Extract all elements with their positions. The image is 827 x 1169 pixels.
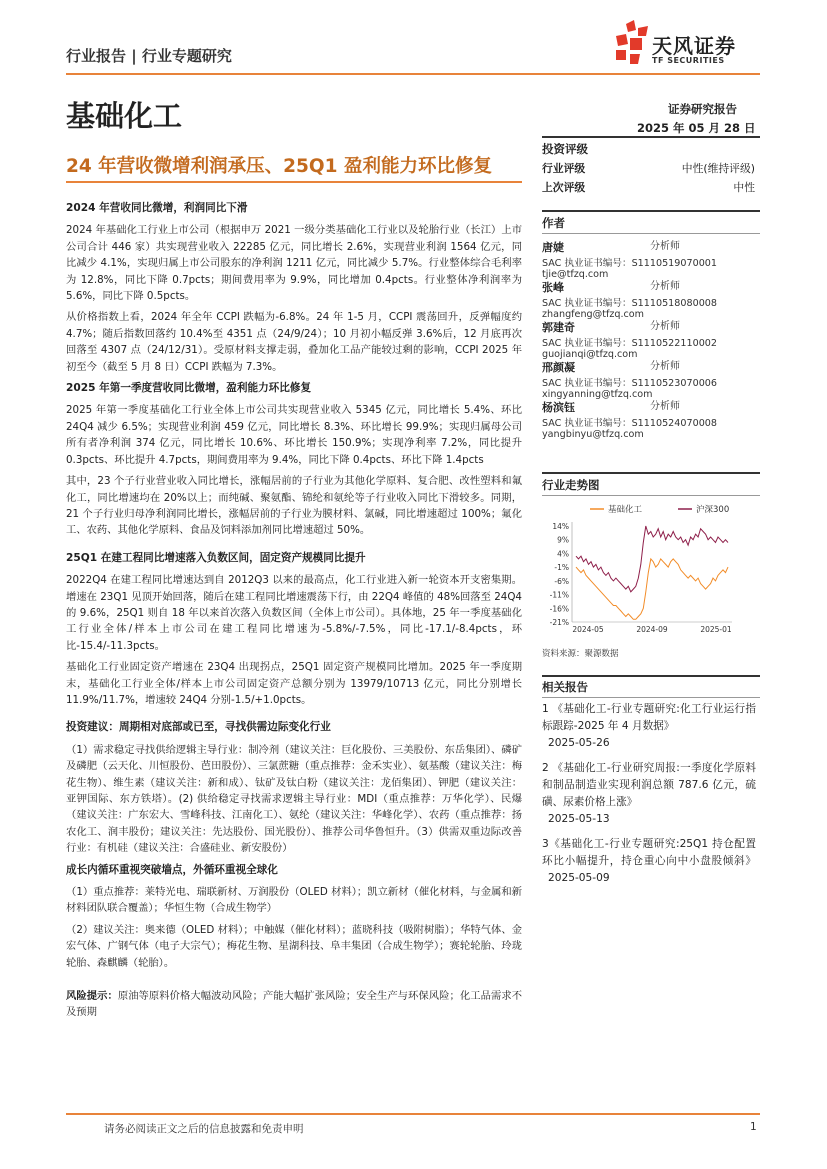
y-tick-label: 14% (552, 522, 569, 531)
author-cert: SAC 执业证书编号：S1110522110002 (542, 338, 718, 349)
chart-legend (590, 504, 729, 515)
author-email[interactable]: yangbinyu@tfzq.com (542, 429, 644, 440)
footer-disclaimer: 请务必阅读正文之后的信息披露和免责申明 (104, 1123, 304, 1135)
y-tick-label: 4% (557, 549, 569, 559)
section-heading: 25Q1 在建工程同比增速落入负数区间，固定资产规模同比提升 (66, 551, 366, 564)
risk-text: 原油等原料价格大幅波动风险；产能大幅扩张风险；安全生产与环保风险；化工品需求不及预期 (66, 990, 523, 1019)
rating-value: 中性(维持评级) (681, 162, 755, 175)
author-entry (542, 316, 760, 360)
author-name: 张峰 (542, 281, 564, 294)
author-list (542, 236, 760, 440)
author-name: 邢颜凝 (542, 361, 575, 374)
related-rule (542, 697, 760, 698)
related-item[interactable] (542, 760, 756, 828)
main-content (66, 200, 522, 1026)
trend-heading: 行业走势图 (542, 478, 600, 492)
rating-row (542, 161, 755, 176)
logo-mark-icon (612, 20, 652, 66)
author-name: 唐婕 (542, 241, 564, 254)
related-item[interactable] (542, 836, 756, 887)
rating-value: 中性 (733, 181, 755, 194)
y-tick-label: -6% (554, 576, 569, 586)
author-name: 杨滨钰 (542, 401, 575, 414)
rating-row (542, 180, 755, 195)
chart-source: 资料来源：聚源数据 (542, 649, 619, 659)
author-role: 分析师 (650, 281, 680, 292)
author-entry (542, 276, 760, 320)
rating-heading: 投资评级 (542, 142, 588, 156)
y-tick-label: -1% (554, 563, 569, 573)
author-role: 分析师 (650, 401, 680, 412)
related-title[interactable]: 2 《基础化工-行业研究周报:一季度化学原料和制品制造业实现利润总额 787.6 亿元，硫磺、尿素价格上涨》 (542, 762, 756, 808)
report-type: 行业报告 | 行业专题研究 (66, 47, 232, 65)
author-email[interactable]: zhangfeng@tfzq.com (542, 309, 645, 320)
related-heading: 相关报告 (542, 680, 588, 694)
section-heading: 投资建议：周期相对底部或已至，寻找供需边际变化行业 (66, 721, 331, 734)
trend-chart (542, 498, 760, 643)
paragraph: 2025 年第一季度基础化工行业全体上市公司共实现营业收入 5345 亿元，同比增长 5.4%、环比 24Q4 减少 6.5%；实现营业利润 459 亿元，同比增长 8.3%、环比增长 99.9%；实现归属母公司所有者净利润 374 亿元，同比增长 10.6%、环比增长 150.9%；实现净利率 7.2%，同比提升 0.3pcts、环比提升 4.7pcts，期间费用率为 9.4%，同比下降 0.4pcts、环比下降 1.4pcts (66, 404, 522, 466)
related-title[interactable]: 1 《基础化工-行业专题研究:化工行业运行指标跟踪-2025 年 4 月数据》 (542, 703, 756, 732)
y-tick-label: -21% (549, 618, 569, 627)
authors-top-rule (542, 210, 760, 212)
series-lines (576, 526, 728, 619)
paragraph: 2022Q4 在建工程同比增速达到自 2012Q3 以来的最高点，化工行业进入新一轮资本开支密集期。增速在 23Q1 见顶开始回落，随后在建工程同比增速震荡下行，由 22Q4 峰值的 48%回落至 24Q4 的 9.6%，25Q1 则自 18 年以来首次落入负数区间（全体上市公司）。具体地，25 年一季度基础化工行业全体/样本上市公司在建工程同比增速为-5.8%/-7.5%，同比-17.1/-8.4pcts，环比-15.4/-11.3pcts。 (66, 574, 522, 652)
paragraph: 从价格指数上看，2024 年全年 CCPI 跌幅为-6.8%。24 年 1-5 月，CCPI 震荡回升，反弹幅度约 4.7%；随后指数回落约 10.4%至 4351 点（24/9/24）；10 月初小幅反弹 3.6%后，12 月底再次回落至 4307 点（24/12/31）。受原材料支撑走弱，叠加化工品产能较过剩的影响，CCPI 2025 年初至今（截至 5 月 8 日）CCPI 跌幅为 7.3%。 (66, 311, 522, 373)
rating-label: 行业评级 (542, 162, 586, 175)
risk-label: 风险提示： (66, 990, 118, 1003)
x-tick-label: 2024-05 (572, 625, 604, 634)
rating-top-rule (542, 136, 760, 138)
trend-top-rule (542, 472, 760, 474)
rating-label: 上次评级 (542, 181, 586, 194)
header-divider (66, 73, 760, 75)
author-entry (542, 236, 760, 280)
author-email[interactable]: guojianqi@tfzq.com (542, 349, 638, 360)
title-divider (66, 181, 522, 183)
related-item[interactable] (542, 701, 756, 752)
y-axis (550, 522, 572, 627)
related-date: 2025-05-13 (548, 813, 610, 825)
section-heading: 2024 年营收同比微增，利润同比下滑 (66, 202, 248, 214)
x-tick-label: 2025-01 (700, 625, 732, 634)
risk-warning (66, 988, 522, 1021)
series-line (576, 559, 728, 619)
related-date: 2025-05-26 (548, 737, 610, 749)
author-email[interactable]: xingyanning@tfzq.com (542, 389, 653, 400)
paragraph: （1）需求稳定寻找供给逻辑主导行业：制冷剂（建议关注：巨化股份、三美股份、东岳集团）、磷矿及磷肥（云天化、川恒股份、芭田股份）、三氯蔗糖（重点推荐：金禾实业）、氨基酸（建议关注：梅花生物）、维生素（建议关注：新和成）、钛矿及钛白粉（建议关注：龙佰集团）、钾肥（建议关注：亚钾国际、东方铁塔）。(2) 供给稳定寻找需求逻辑主导行业：MDI（重点推荐：万华化学）、民爆（建议关注：广东宏大、雪峰科技、江南化工）、氨纶（建议关注：华峰化学）、农药（重点推荐：扬农化工、润丰股份；建议关注：先达股份、国光股份）、推荐公司华鲁恒升。（3）供需双重边际改善行业：有机硅（建议关注：合盛硅业、新安股份） (66, 743, 522, 855)
section-heading: 2025 年第一季度营收同比微增，盈利能力环比修复 (66, 382, 312, 395)
paragraph: （1）重点推荐：莱特光电、瑞联新材、万润股份（OLED 材料）；凯立新材（催化材料，与金属和新材料团队联合覆盖）；华恒生物（合成生物学） (66, 886, 522, 915)
author-cert: SAC 执业证书编号：S1110518080008 (542, 298, 718, 309)
y-tick-label: 9% (557, 535, 569, 545)
related-date: 2025-05-09 (548, 872, 610, 884)
y-tick-label: -16% (549, 604, 569, 614)
authors-heading: 作者 (542, 216, 565, 230)
legend-label: 基础化工 (608, 505, 643, 515)
report-label: 证券研究报告 (668, 102, 737, 116)
paragraph: 其中，23 个子行业营业收入同比增长，涨幅居前的子行业为其他化学原料、复合肥、改性塑料和氟化工，同比增速均在 20%以上；而纯碱、聚氨酯、锦纶和氨纶等子行业收入同比下滑较多。同期，21 个子行业归母净利润同比增长，涨幅居前的子行业为膜材料、氯碱，同比增速超过 100%；氟化工、农药、其他化学原料、食品及饲料添加剂同比增速超过 50%。 (66, 475, 522, 537)
paragraph: （2）建议关注：奥来德（OLED 材料）；中触媒（催化材料）；蓝晓科技（吸附树脂）；华特气体、金宏气体、广钢气体（电子大宗气）；梅花生物、星湖科技、阜丰集团（合成生物学）；赛轮轮胎、玲珑轮胎、森麒麟（轮胎）。 (66, 923, 522, 969)
author-entry (542, 396, 760, 440)
logo-text-cn: 天风证券 (652, 34, 736, 58)
report-title: 24 年营收微增利润承压、25Q1 盈利能力环比修复 (66, 156, 492, 177)
related-list (542, 701, 756, 887)
author-email[interactable]: tjie@tfzq.com (542, 269, 609, 280)
footer-divider (66, 1113, 760, 1115)
y-tick-label: -11% (549, 590, 569, 600)
author-name: 郭建奇 (542, 321, 575, 334)
author-role: 分析师 (650, 321, 680, 332)
section-heading: 成长内循环重视突破墙点，外循环重视全球化 (66, 863, 278, 876)
author-entry (542, 356, 760, 400)
x-axis (572, 622, 732, 634)
paragraph: 2024 年基础化工行业上市公司（根据申万 2021 一级分类基础化工行业以及轮胎行业（长江）上市公司合计 446 家）共实现营业收入 22285 亿元，同比增长 2.6%，实现营业利润 1564 亿元，同比减少 4.1%，实现归属上市公司股东的净利润 1211 亿元，同比减少 5.7%。行业整体综合毛利率为 12.8%，同比下降 0.7pcts；期间费用率为 9.9%，同比增加 0.4pcts。行业整体净利润率为 5.6%，同比下降 0.5pcts。 (66, 224, 522, 303)
authors-rule (542, 233, 760, 234)
paragraph: 基础化工行业固定资产增速在 23Q4 出现拐点，25Q1 固定资产规模同比增加。2025 年一季度期末，基础化工行业全体/样本上市公司固定资产总额分别为 13979/10713 亿元，同比分别增长 11.9%/11.7%，增速较 24Q4 分别-1.5/+1.0pcts。 (66, 661, 522, 706)
author-cert: SAC 执业证书编号：S1110519070001 (542, 258, 718, 269)
related-top-rule (542, 675, 760, 677)
series-line (576, 526, 728, 592)
author-role: 分析师 (650, 361, 680, 372)
legend-label: 沪深300 (696, 505, 730, 515)
report-date: 2025 年 05 月 28 日 (637, 121, 756, 135)
trend-rule (542, 495, 760, 496)
page-number: 1 (750, 1121, 757, 1133)
author-cert: SAC 执业证书编号：S1110524070008 (542, 418, 718, 429)
x-tick-label: 2024-09 (636, 625, 668, 634)
sector-title: 基础化工 (66, 99, 183, 133)
related-title[interactable]: 3《基础化工-行业专题研究:25Q1 持仓配置环比小幅提升，持仓重心向中小盘股倾斜》 (542, 838, 756, 867)
author-role: 分析师 (650, 241, 680, 252)
author-cert: SAC 执业证书编号：S1110523070006 (542, 378, 718, 389)
logo-text-en: TF SECURITIES (652, 56, 725, 65)
